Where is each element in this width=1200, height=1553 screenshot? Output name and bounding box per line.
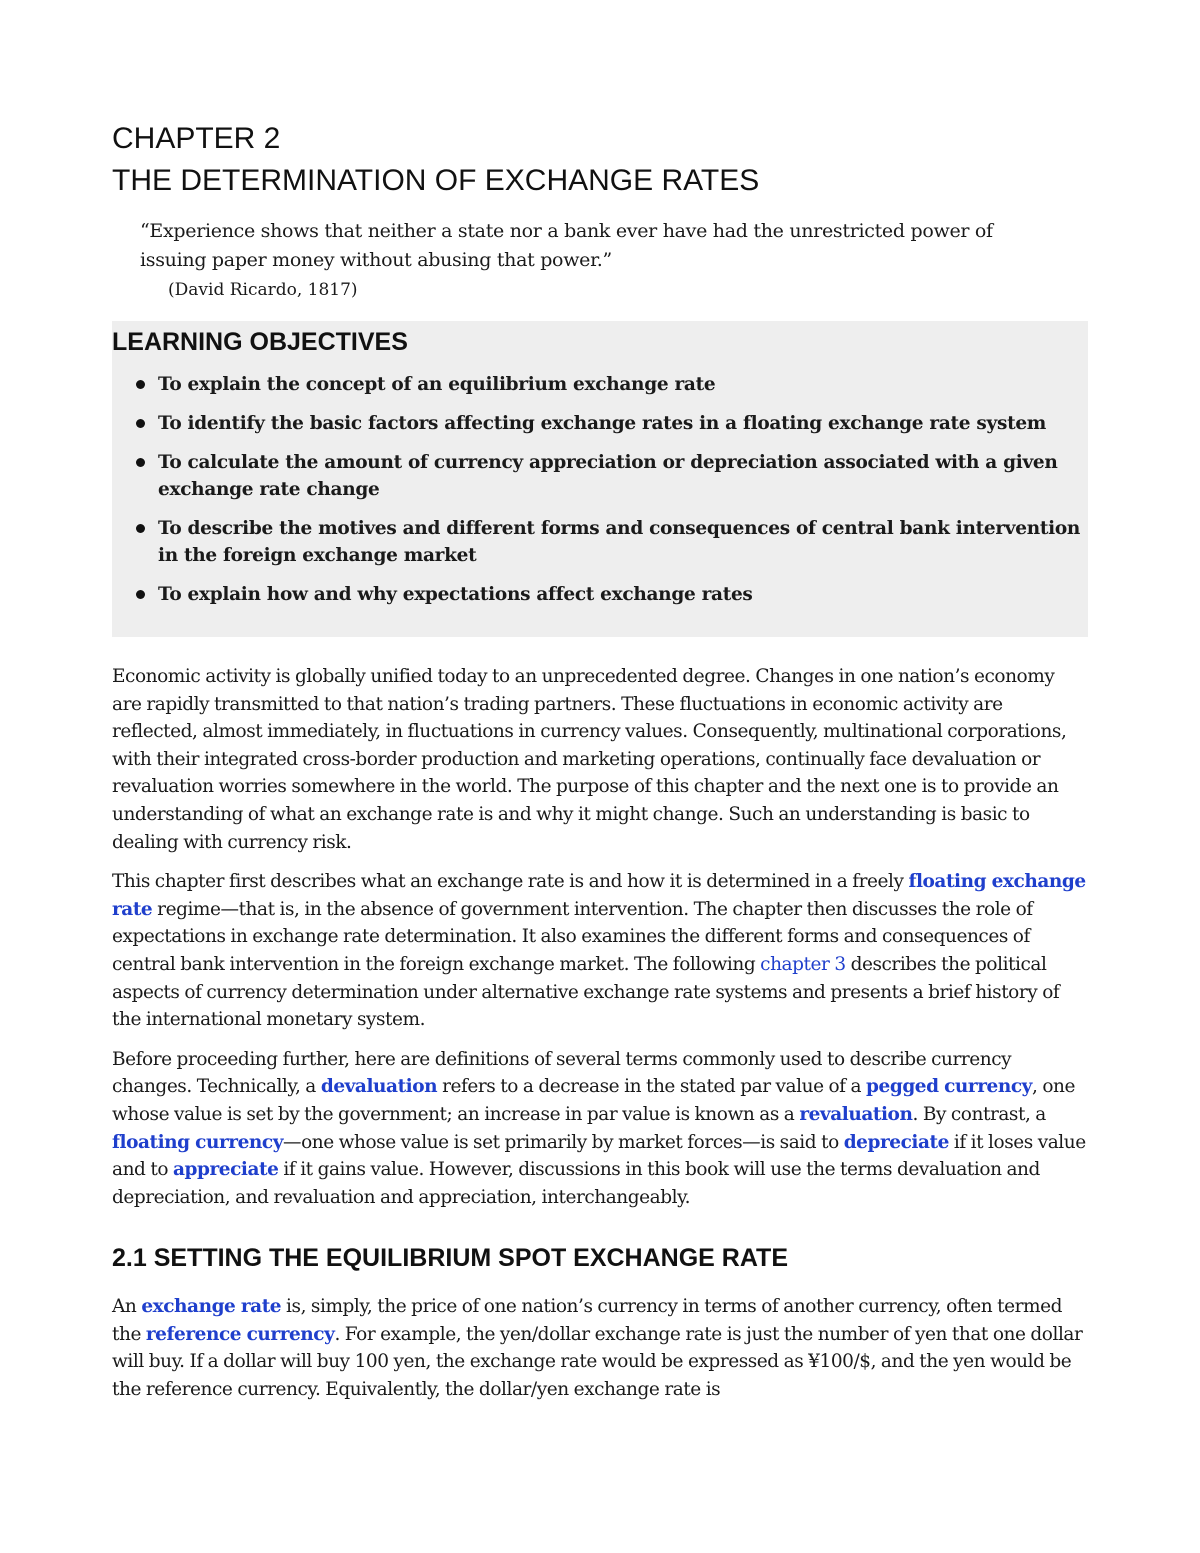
text-run: if it gains value. However, discussions in this book will use the terms devaluation and depreciation, and revaluation and appreciation, interchangeably. [112,1159,1040,1208]
term-revaluation[interactable]: revaluation [799,1103,913,1125]
paragraph-definitions [112,1046,1088,1212]
text-run: This chapter first describes what an exchange rate is and how it is determined in a freely [112,871,909,893]
objective-text: To describe the motives and different forms and consequences of central bank intervention in the foreign exchange market [158,518,1081,566]
bullet-icon [136,419,145,428]
section-heading: 2.1 SETTING THE EQUILIBRIUM SPOT EXCHANGE RATE [112,1244,788,1273]
learning-objectives-box [112,321,1088,637]
paragraph-chapter-overview [112,868,1088,1034]
objective-text: To explain how and why expectations affect exchange rates [158,584,753,605]
objective-text: To explain the concept of an equilibrium exchange rate [158,374,716,395]
text-run: . For example, the yen/dollar exchange rate is just the number of yen that one dollar will buy. If a dollar will buy 100 yen, the exchange rate would be expressed as ¥100/$, and the yen would be the reference currency. Equivalently, the dollar/yen exchange rate is [112,1323,1083,1401]
epigraph-attribution: (David Ricardo, 1817) [168,280,358,300]
objective-item [112,371,1088,398]
term-floating-exchange-rate[interactable]: floating exchange rate [112,871,1086,920]
chapter-name: THE DETERMINATION OF EXCHANGE RATES [112,164,760,197]
chapter-number: CHAPTER 2 [112,122,281,155]
objective-text: To calculate the amount of currency appreciation or depreciation associated with a given exchange rate change [158,452,1058,500]
term-floating-currency[interactable]: floating currency [112,1131,284,1153]
term-reference-currency[interactable]: reference currency [145,1323,335,1345]
text-run: —one whose value is set primarily by market forces—is said to [283,1131,844,1153]
paragraph-exchange-rate-definition [112,1293,1088,1403]
objective-item [112,449,1088,503]
bullet-icon [136,590,145,599]
text-run: refers to a decrease in the stated par value of a [437,1076,867,1098]
term-appreciate[interactable]: appreciate [172,1159,279,1181]
term-pegged-currency[interactable]: pegged currency [866,1076,1032,1098]
text-run: describes the political aspects of currency determination under alternative exchange rate systems and presents a brief history of the international monetary system. [112,953,1060,1031]
term-depreciate[interactable]: depreciate [843,1131,949,1153]
learning-objectives-heading: LEARNING OBJECTIVES [112,328,408,356]
chapter-title [112,118,1088,202]
document-page [112,118,1088,1404]
paragraph-intro: Economic activity is globally unified today to an unprecedented degree. Changes in one nation’s economy are rapidly transmitted to that nation’s trading partners. These fluctuations in economic activity are reflected, almost immediately, in fluctuations in currency values. Consequently, multinational corporations, with their integrated cross-border production and marketing operations, continually face devaluation or revaluation worries somewhere in the world. The purpose of this chapter and the next one is to provide an understanding of what an exchange rate is and why it might change. Such an understanding is basic to dealing with currency risk. [112,666,1067,853]
link-chapter-3[interactable]: chapter 3 [760,953,846,975]
bullet-icon [136,524,145,533]
term-exchange-rate[interactable]: exchange rate [141,1296,282,1318]
objective-item [112,515,1088,569]
text-run: if it loses value and to [112,1131,1086,1181]
term-devaluation[interactable]: devaluation [320,1076,438,1098]
text-run: Before proceeding further, here are definitions of several terms commonly used to describe currency changes. Technically, a [112,1048,1012,1098]
bullet-icon [136,380,145,389]
text-run: . By contrast, a [912,1103,1046,1125]
text-run: An [112,1296,142,1318]
objective-text: To identify the basic factors affecting exchange rates in a floating exchange rate system [158,413,1047,434]
epigraph-quote: “Experience shows that neither a state nor a bank ever have had the unrestricted power of issuing paper money without abusing that power.” [140,220,993,271]
objective-item [112,581,1088,608]
bullet-icon [136,458,145,467]
objective-item [112,410,1088,437]
text-run: regime—that is, in the absence of government intervention. The chapter then discusses the role of expectations in exchange rate determination. It also examines the different forms and consequences of central bank intervention in the foreign exchange market. The following [112,898,1033,975]
learning-objectives-list [112,371,1088,608]
text-run: is, simply, the price of one nation’s currency in terms of another currency, often termed the [112,1296,1062,1345]
text-run: , one whose value is set by the government; an increase in par value is known as a [112,1076,1075,1125]
